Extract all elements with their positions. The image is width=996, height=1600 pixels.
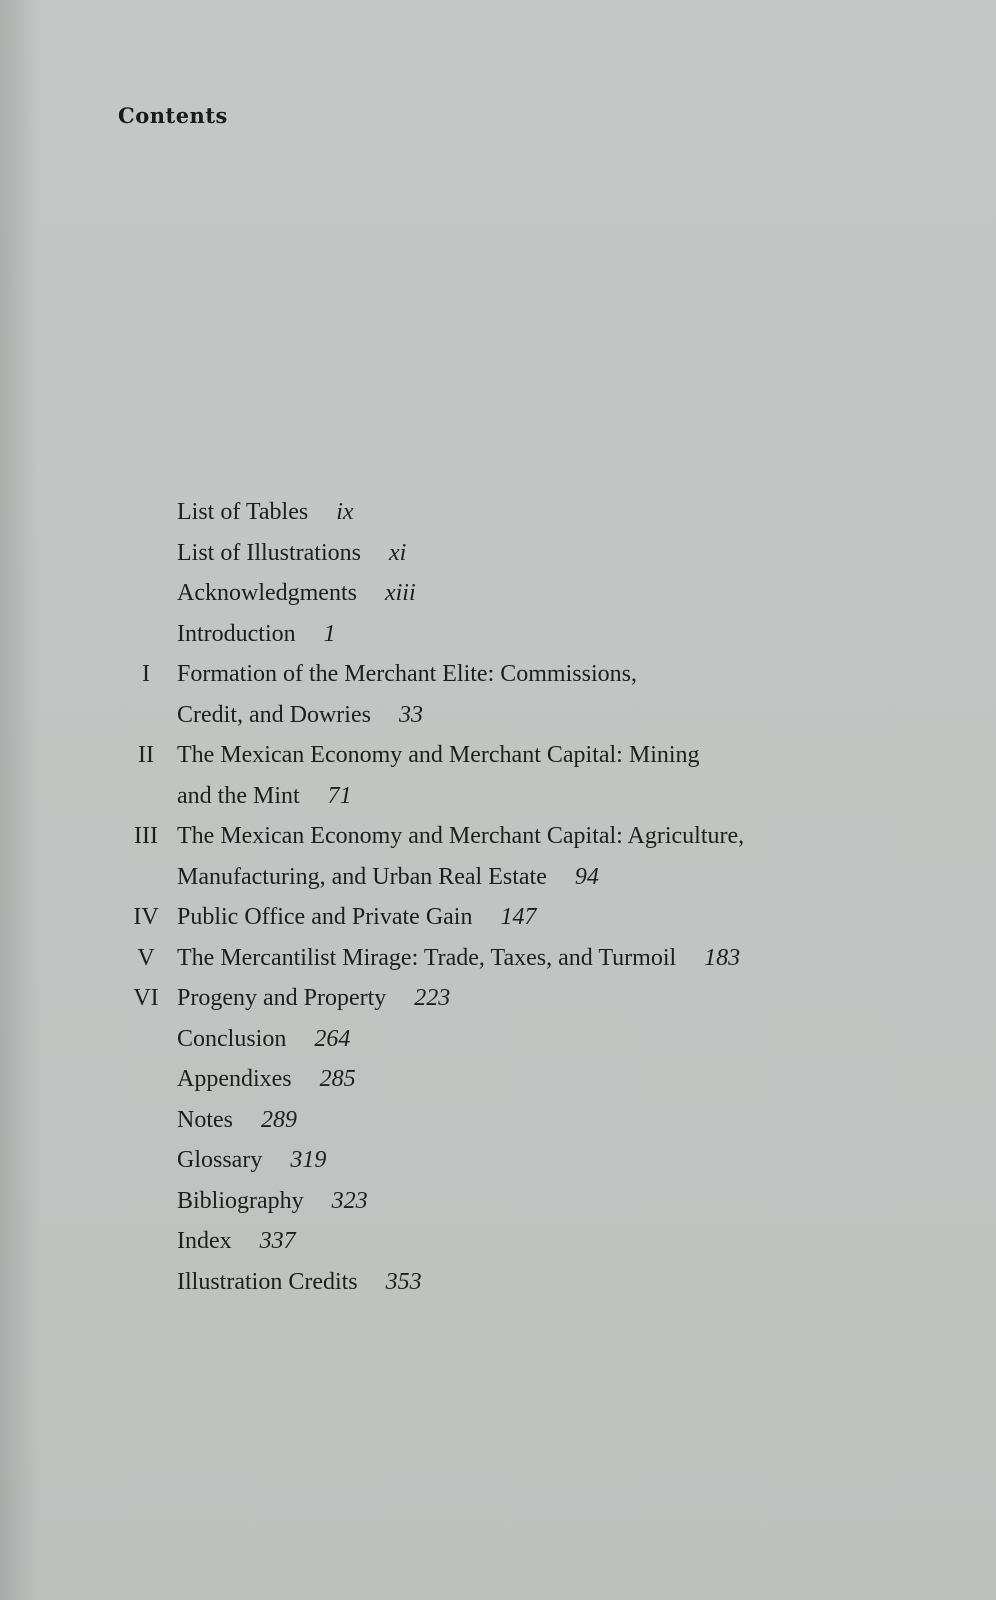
page-gutter-shadow (0, 0, 40, 1600)
page-number: 71 (327, 782, 352, 809)
toc-line (115, 816, 875, 857)
toc-line (115, 533, 875, 574)
toc-line (115, 695, 875, 736)
toc-line (115, 938, 875, 979)
page-number: 289 (261, 1106, 297, 1133)
page-number: 33 (398, 701, 423, 728)
entry-title: List of Tables (177, 499, 309, 525)
entry-title: List of Illustrations (177, 539, 361, 566)
chapter-number: VI (133, 985, 159, 1011)
page-number: ix (336, 499, 354, 525)
toc-line (115, 1100, 875, 1141)
entry-title: The Mexican Economy and Merchant Capital: Mining (177, 742, 700, 768)
page-number: 223 (414, 985, 451, 1011)
toc-line (115, 614, 875, 655)
entry-title: and the Mint (177, 782, 300, 809)
toc-line (115, 1019, 875, 1060)
entry-title: Appendixes (177, 1066, 292, 1092)
entry-title: Index (177, 1228, 232, 1254)
entry-title: Public Office and Private Gain (177, 904, 473, 930)
entry-title: Introduction (177, 620, 296, 647)
toc-entry (115, 1221, 875, 1262)
entry-title: The Mercantilist Mirage: Trade, Taxes, and Turmoil (177, 944, 677, 971)
page-number: 323 (331, 1187, 368, 1214)
toc-line (115, 735, 875, 776)
toc-entry (115, 1100, 875, 1141)
toc-line (115, 857, 875, 898)
toc-line (115, 573, 875, 614)
page-number: 183 (704, 944, 741, 971)
entry-title: Formation of the Merchant Elite: Commissions, (177, 661, 637, 687)
toc-entry (115, 1019, 875, 1060)
page-number: 319 (290, 1147, 327, 1173)
toc-line (115, 1181, 875, 1222)
chapter-number: V (137, 944, 155, 971)
chapter-number: III (134, 823, 158, 849)
page-number: 337 (259, 1228, 296, 1254)
page-number: 147 (500, 904, 537, 930)
toc-entry (115, 1140, 875, 1181)
chapter-number: IV (133, 904, 159, 930)
entry-title: Notes (177, 1106, 233, 1133)
entry-title: Conclusion (177, 1025, 287, 1052)
entry-title: Bibliography (177, 1187, 304, 1214)
toc-entry (115, 978, 875, 1019)
toc-entry (115, 938, 875, 979)
toc-entry (115, 1181, 875, 1222)
page-number: xiii (384, 580, 416, 606)
chapter-number: I (142, 661, 150, 687)
toc-line (115, 1059, 875, 1100)
toc-line (115, 1221, 875, 1262)
entry-title: Manufacturing, and Urban Real Estate (177, 863, 547, 890)
toc-line (115, 1262, 875, 1303)
page-title: Contents (118, 103, 228, 128)
toc-entry (115, 614, 875, 655)
entry-title: The Mexican Economy and Merchant Capital: Agriculture, (177, 823, 745, 849)
toc-entry (115, 816, 875, 897)
toc-line (115, 654, 875, 695)
chapter-number: II (138, 742, 154, 768)
toc-line (115, 492, 875, 533)
toc-line (115, 897, 875, 938)
table-of-contents (115, 492, 875, 1302)
toc-line (115, 776, 875, 817)
toc-entry (115, 1262, 875, 1303)
toc-entry (115, 1059, 875, 1100)
toc-entry (115, 533, 875, 574)
page-number: xi (388, 539, 407, 566)
entry-title: Glossary (177, 1147, 263, 1173)
page-number: 264 (314, 1025, 351, 1052)
entry-title: Progeny and Property (177, 985, 387, 1011)
entry-title: Illustration Credits (177, 1268, 358, 1295)
page-number: 94 (574, 863, 599, 890)
page-number: 285 (319, 1066, 356, 1092)
page-number: 353 (385, 1268, 422, 1295)
toc-entry (115, 654, 875, 735)
entry-title: Credit, and Dowries (177, 701, 371, 728)
entry-title: Acknowledgments (177, 580, 357, 606)
page-number: 1 (323, 620, 336, 647)
toc-entry (115, 897, 875, 938)
toc-line (115, 978, 875, 1019)
toc-entry (115, 573, 875, 614)
toc-entry (115, 492, 875, 533)
toc-entry (115, 735, 875, 816)
toc-line (115, 1140, 875, 1181)
